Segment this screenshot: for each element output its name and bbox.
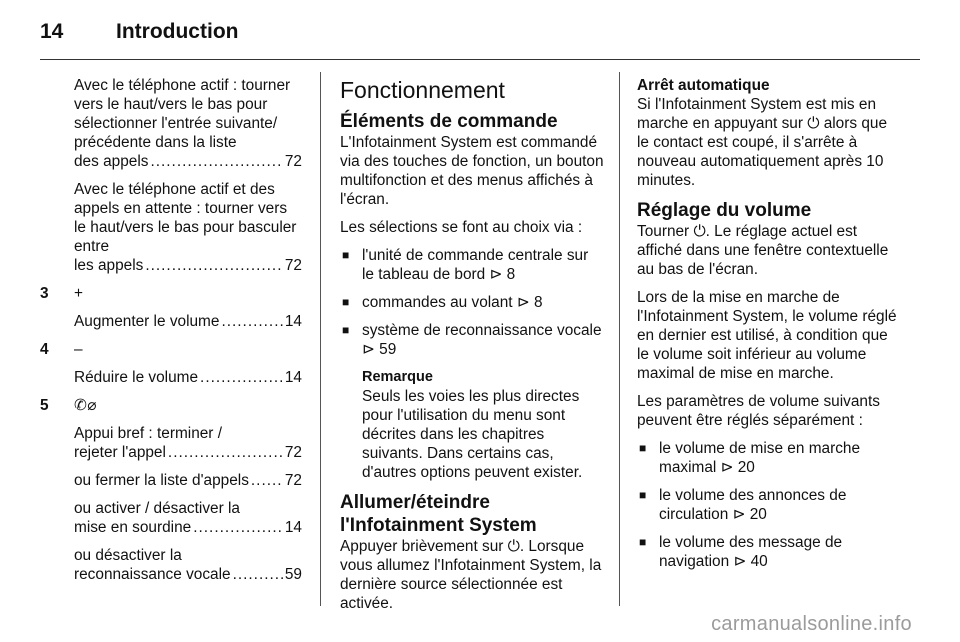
bullet-icon: ■ <box>342 323 350 337</box>
note-text: Seuls les voies les plus directes pour l'utilisation du menu sont décrites dans les chapitres suivants. Dans certains cas, d'autres options peuvent exister. <box>362 388 583 481</box>
plus-icon: + <box>74 285 83 302</box>
subsection-title: Allumer/éteindre l'Infotainment System <box>340 492 537 536</box>
subheading: Arrêt automatique <box>637 77 770 94</box>
bullet-item <box>637 439 903 477</box>
bullet-icon: ■ <box>639 535 647 549</box>
bullet-text: commandes au volant ⊳ 8 <box>362 294 543 311</box>
bullet-icon: ■ <box>639 488 647 502</box>
note-box <box>340 368 604 482</box>
bullet-text: l'unité de commande centrale sur le tableau de bord ⊳ 8 <box>362 247 589 283</box>
phone-mute-icon: ✆⌀ <box>74 397 97 414</box>
chapter-title: Introduction <box>116 20 239 43</box>
column-index <box>40 76 302 593</box>
column-volume <box>637 76 903 580</box>
paragraph: L'Infotainment System est commandé via des touches de fonction, un bouton multifonction et des menus affichés à l'écran. <box>340 134 604 208</box>
entry-last-line: des appels <box>74 153 149 170</box>
dot-leader <box>251 471 283 490</box>
entry-leader <box>74 312 302 331</box>
entry-leader <box>74 256 302 275</box>
page-ref[interactable]: 14 <box>284 369 302 386</box>
paragraph: Tourner ⏻. Le réglage actuel est affiché dans une fenêtre contextuelle au bas de l'écran. <box>637 223 889 278</box>
index-entry <box>40 180 302 275</box>
column-divider-right <box>619 72 620 606</box>
column-operation <box>340 76 604 622</box>
column-divider-left <box>320 72 321 606</box>
index-entry <box>40 76 302 171</box>
entry-text: Augmenter le volume <box>74 313 220 330</box>
index-entry <box>40 312 302 331</box>
index-entry <box>40 424 302 462</box>
dot-leader <box>233 565 283 584</box>
bullet-text: le volume des message de navigation ⊳ 40 <box>659 534 843 570</box>
note-title: Remarque <box>362 369 433 385</box>
bullet-item <box>637 533 903 571</box>
watermark: carmanualsonline.info <box>711 613 912 635</box>
bullet-icon: ■ <box>639 441 647 455</box>
paragraph: Les sélections se font au choix via : <box>340 219 583 236</box>
item-num: 5 <box>40 397 49 414</box>
page-header <box>40 20 238 44</box>
item-number-3 <box>40 284 302 303</box>
entry-leader <box>74 565 302 584</box>
entry-text: ou fermer la liste d'appels <box>74 472 249 489</box>
page-ref[interactable]: 14 <box>284 313 302 330</box>
dot-leader <box>193 518 283 537</box>
entry-text: Avec le téléphone actif et des appels en attente : tourner vers le haut/vers le bas pour basculer entre <box>74 181 297 255</box>
dot-leader <box>150 152 282 171</box>
subsection-title: Éléments de commande <box>340 111 558 132</box>
page-ref[interactable]: 59 <box>284 566 302 583</box>
bullet-item <box>637 486 903 524</box>
page-ref[interactable]: 14 <box>284 519 302 536</box>
dot-leader <box>168 443 283 462</box>
subsection-title: Réglage du volume <box>637 200 812 221</box>
entry-text: Avec le téléphone actif : tourner vers le haut/vers le bas pour sélectionner l'entrée suivante/ précédente dans la liste <box>74 77 291 151</box>
paragraph: Les paramètres de volume suivants peuvent être réglés séparément : <box>637 393 880 429</box>
entry-leader <box>74 518 302 537</box>
dot-leader <box>145 256 283 275</box>
entry-leader <box>74 368 302 387</box>
bullet-text: le volume de mise en marche maximal ⊳ 20 <box>659 440 861 476</box>
index-entry <box>40 546 302 584</box>
entry-last-line: rejeter l'appel <box>74 444 166 461</box>
dot-leader <box>221 312 282 331</box>
entry-leader <box>74 152 302 171</box>
entry-last-line: les appels <box>74 257 144 274</box>
page-ref[interactable]: 72 <box>284 472 302 489</box>
entry-text: Réduire le volume <box>74 369 199 386</box>
entry-text: ou désactiver la <box>74 547 182 564</box>
entry-text: Appui bref : terminer / <box>74 425 222 442</box>
bullet-text: système de reconnaissance vocale ⊳ 59 <box>362 322 602 358</box>
bullet-item <box>340 321 604 359</box>
item-num: 3 <box>40 285 49 302</box>
bullet-icon: ■ <box>342 248 350 262</box>
bullet-icon: ■ <box>342 295 350 309</box>
paragraph: Si l'Infotainment System est mis en marche en appuyant sur ⏻ alors que le contact est coupé, il s'arrête à nouveau automatiquement après 10 minutes. <box>637 96 888 189</box>
section-title: Fonctionnement <box>340 77 505 103</box>
index-entry <box>40 471 302 490</box>
paragraph: Appuyer brièvement sur ⏻. Lorsque vous allumez l'Infotainment System, la dernière source sélectionnée est activée. <box>340 538 602 612</box>
entry-leader <box>74 443 302 462</box>
entry-leader <box>74 471 302 490</box>
item-number-4 <box>40 340 302 359</box>
page-number: 14 <box>40 20 64 43</box>
bullet-item <box>340 246 604 284</box>
page-ref[interactable]: 72 <box>284 153 302 170</box>
item-number-5 <box>40 396 302 415</box>
entry-last-line: mise en sourdine <box>74 519 192 536</box>
dot-leader <box>200 368 283 387</box>
entry-text: ou activer / désactiver la <box>74 500 240 517</box>
entry-last-line: reconnaissance vocale <box>74 566 231 583</box>
page-ref[interactable]: 72 <box>284 444 302 461</box>
paragraph: Lors de la mise en marche de l'Infotainment System, le volume réglé en dernier est utilisé, à condition que le volume soit inférieur au volume maximal de mise en marche. <box>637 289 897 382</box>
index-entry <box>40 368 302 387</box>
bullet-text: le volume des annonces de circulation ⊳ 20 <box>659 487 847 523</box>
bullet-item <box>340 293 604 312</box>
header-rule <box>40 59 920 60</box>
minus-icon: – <box>74 341 83 358</box>
item-num: 4 <box>40 341 49 358</box>
index-entry <box>40 499 302 537</box>
page-ref[interactable]: 72 <box>284 257 302 274</box>
